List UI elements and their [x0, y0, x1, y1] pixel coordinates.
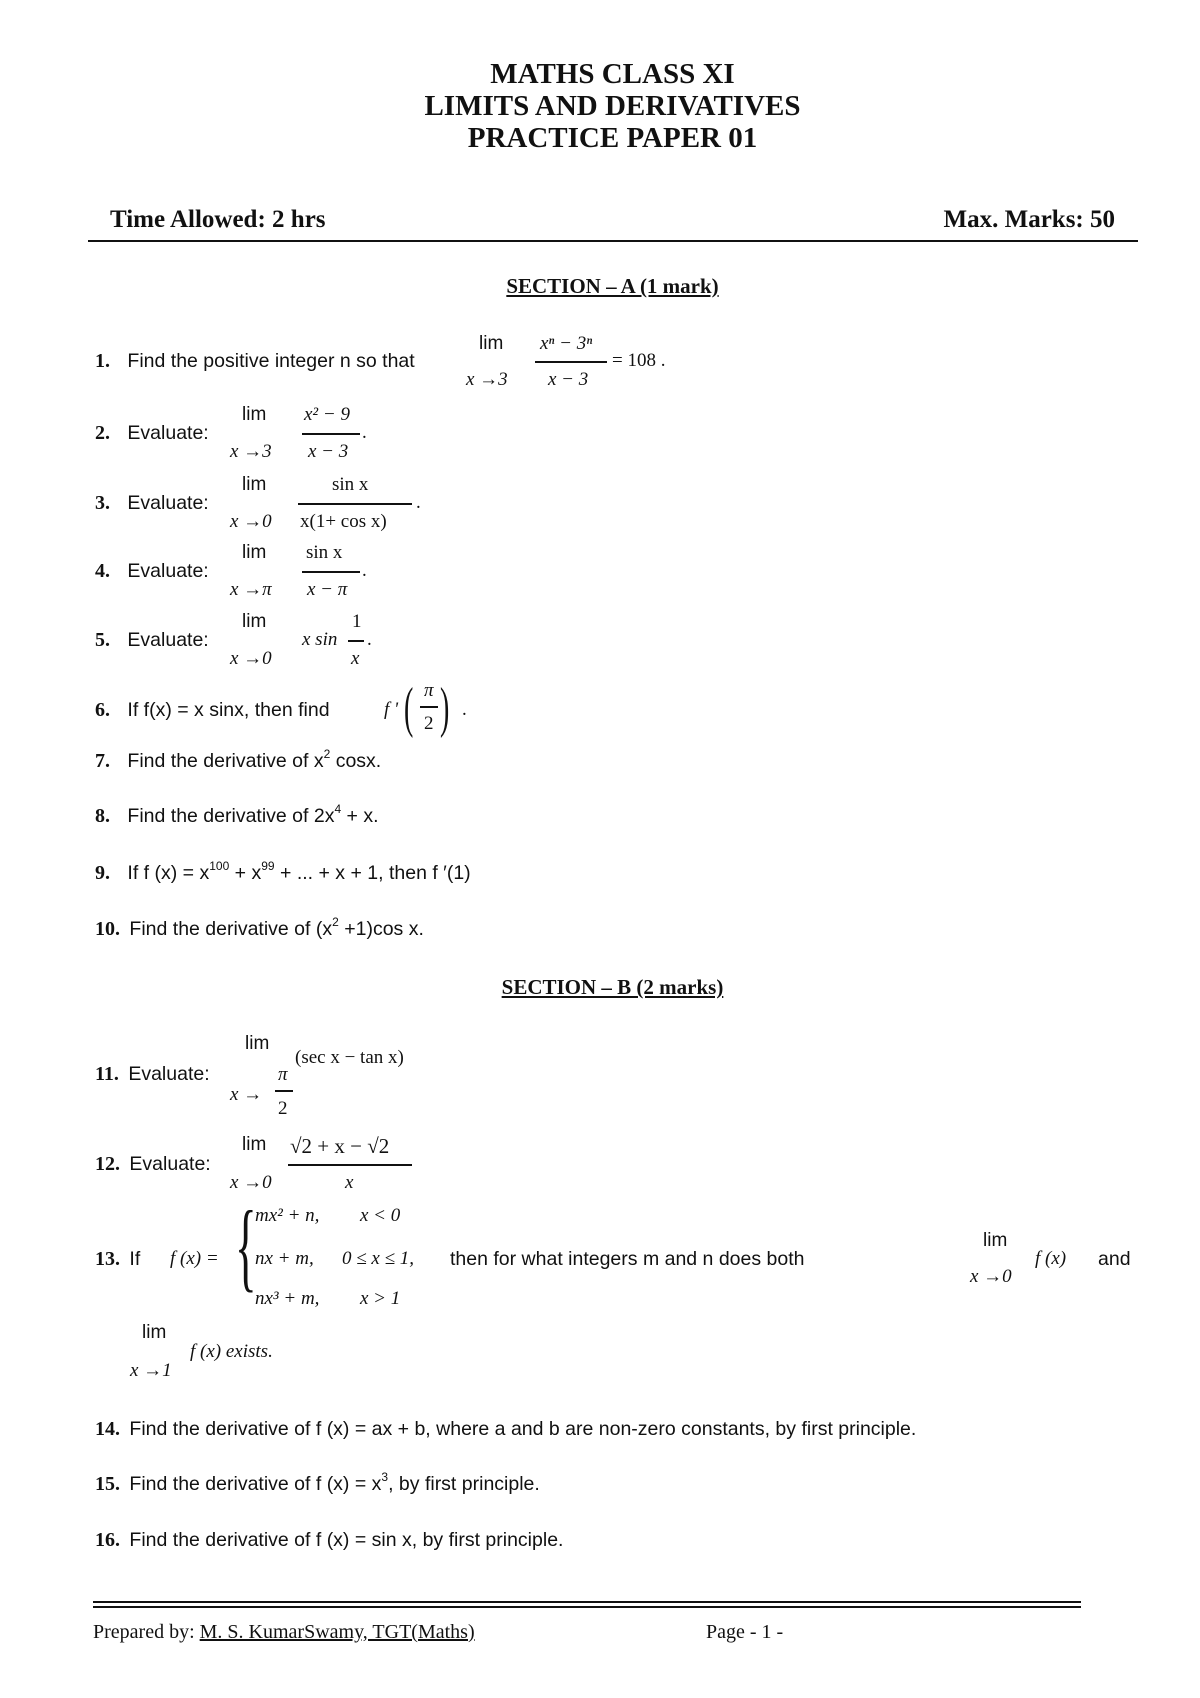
paper-topic: LIMITS AND DERIVATIVES	[424, 90, 801, 122]
fraction-denominator: x(1+ cos x)	[300, 511, 387, 532]
piece-1-cond: x < 0	[360, 1205, 401, 1226]
question-13-middle: then for what integers m and n does both	[450, 1248, 805, 1270]
exponent: 99	[261, 859, 275, 873]
lim-label: lim	[142, 1322, 167, 1343]
question-text: Evaluate:	[128, 1063, 210, 1085]
question-14	[95, 1418, 916, 1441]
question-8	[95, 802, 379, 828]
lim-subscript: x →1	[130, 1360, 172, 1381]
author-name: M. S. KumarSwamy, TGT(Maths)	[199, 1621, 475, 1643]
question-text-end: cosx.	[330, 750, 382, 772]
question-9	[95, 859, 471, 885]
question-number: 15.	[95, 1473, 120, 1495]
exponent: 4	[334, 802, 342, 816]
derivative-symbol: f '	[384, 699, 399, 720]
lim-label: lim	[983, 1230, 1008, 1251]
question-number: 14.	[95, 1418, 120, 1440]
fraction-denominator: 2	[424, 713, 434, 734]
footer-prepared	[93, 1621, 475, 1644]
question-text-end: , by first principle.	[388, 1473, 540, 1495]
function-value: f (x)	[1035, 1248, 1067, 1269]
question-text-mid: + x	[229, 862, 262, 884]
question-text: Find the derivative of f (x) = sin x, by first principle.	[129, 1529, 564, 1551]
question-number: 11.	[95, 1063, 119, 1085]
lim-label: lim	[242, 404, 267, 425]
fraction-denominator: x − 3	[308, 441, 349, 462]
question-number: 5.	[95, 629, 110, 651]
question-number: 9.	[95, 862, 110, 884]
question-10	[95, 915, 424, 941]
fraction-numerator: π	[424, 680, 434, 701]
question-6	[95, 699, 330, 722]
section-b-title: SECTION – B (2 marks)	[501, 975, 724, 999]
question-number: 13.	[95, 1248, 120, 1270]
question-13	[95, 1248, 140, 1271]
question-7	[95, 747, 382, 773]
section-a-title: SECTION – A (1 mark)	[506, 274, 719, 298]
question-number: 3.	[95, 492, 110, 514]
question-number: 4.	[95, 560, 110, 582]
exponent: 2	[323, 747, 331, 761]
piece-3-cond: x > 1	[360, 1288, 401, 1309]
question-11	[95, 1063, 210, 1086]
header-rule	[88, 240, 1138, 242]
question-5	[95, 629, 209, 652]
question-3	[95, 492, 209, 515]
equation-rhs: = 108 .	[612, 350, 666, 371]
footer-rule-bottom	[93, 1606, 1081, 1608]
question-text-end: + x.	[341, 805, 379, 827]
question-text: Evaluate:	[127, 629, 209, 651]
question-2	[95, 422, 209, 445]
question-number: 7.	[95, 750, 110, 772]
piece-3-expr: nx³ + m,	[255, 1288, 320, 1309]
fraction-bar	[535, 361, 607, 363]
lim-subscript: x →3	[466, 369, 508, 390]
subscript-denominator: 2	[278, 1098, 288, 1119]
question-text: If f (x) = x	[127, 862, 210, 884]
question-13-and: and	[1098, 1248, 1131, 1270]
fraction-numerator: 1	[352, 611, 362, 632]
fraction-bar	[302, 433, 360, 435]
time-allowed: Time Allowed: 2 hrs	[110, 206, 326, 233]
question-text: Find the positive integer n so that	[127, 350, 415, 372]
question-text: Evaluate:	[127, 492, 209, 514]
lim-label: lim	[242, 1134, 267, 1155]
lim-label: lim	[245, 1033, 270, 1054]
lim-subscript: x →0	[970, 1266, 1012, 1287]
period: .	[362, 422, 367, 443]
question-text: Find the derivative of f (x) = ax + b, where a and b are non-zero constants, by first principle.	[129, 1418, 917, 1440]
lim-label: lim	[242, 474, 267, 495]
question-text-end: +1)cos x.	[338, 918, 424, 940]
fraction-bar	[288, 1164, 412, 1166]
fraction-bar	[298, 503, 412, 505]
fraction-numerator: xⁿ − 3ⁿ	[540, 333, 593, 354]
question-text: Find the derivative of f (x) = x	[129, 1473, 382, 1495]
left-paren: (	[404, 677, 414, 739]
question-text: Evaluate:	[127, 560, 209, 582]
exponent: 3	[381, 1470, 389, 1484]
expression-prefix: x sin	[302, 629, 338, 650]
piece-2-cond: 0 ≤ x ≤ 1,	[342, 1248, 415, 1269]
question-text: If	[129, 1248, 141, 1270]
period: .	[416, 492, 421, 513]
period: .	[367, 629, 372, 650]
period: .	[462, 699, 467, 720]
exponent: 100	[209, 859, 230, 873]
fraction-bar	[275, 1090, 293, 1092]
fraction-bar	[420, 706, 438, 708]
lim-label: lim	[479, 333, 504, 354]
question-number: 16.	[95, 1529, 120, 1551]
subscript-numerator: π	[278, 1064, 288, 1085]
question-text: If f(x) = x sinx, then find	[127, 699, 330, 721]
question-number: 2.	[95, 422, 110, 444]
fraction-numerator: sin x	[306, 542, 343, 563]
question-4	[95, 560, 209, 583]
max-marks: Max. Marks: 50	[943, 206, 1115, 233]
left-brace: {	[235, 1190, 257, 1301]
function-exists: f (x) exists.	[190, 1341, 273, 1362]
fraction-denominator: x − π	[307, 579, 348, 600]
question-text: Find the derivative of 2x	[127, 805, 335, 827]
question-text: Evaluate:	[127, 422, 209, 444]
lim-subscript: x →	[230, 1084, 263, 1105]
lim-subscript: x →0	[230, 1172, 272, 1193]
fraction-bar	[302, 571, 360, 573]
piece-1-expr: mx² + n,	[255, 1205, 320, 1226]
period: .	[362, 560, 367, 581]
footer-rule-top	[93, 1601, 1081, 1603]
fraction-numerator: √2 + x − √2	[290, 1134, 390, 1158]
right-paren: )	[440, 677, 450, 739]
question-12	[95, 1153, 211, 1176]
page-number: Page - 1 -	[706, 1621, 784, 1643]
lim-label: lim	[242, 611, 267, 632]
fraction-denominator: x − 3	[548, 369, 589, 390]
question-number: 1.	[95, 350, 110, 372]
question-text-end: + ... + x + 1, then f ′(1)	[274, 862, 471, 884]
question-number: 10.	[95, 918, 120, 940]
lim-label: lim	[242, 542, 267, 563]
lim-subscript: x →π	[230, 579, 272, 600]
paper-number: PRACTICE PAPER 01	[467, 122, 758, 154]
question-text: Evaluate:	[129, 1153, 211, 1175]
question-15	[95, 1470, 540, 1496]
question-text: Find the derivative of x	[127, 750, 324, 772]
lim-subscript: x →3	[230, 441, 272, 462]
fraction-bar	[348, 640, 364, 642]
fraction-numerator: x² − 9	[304, 404, 350, 425]
lim-subscript: x →0	[230, 648, 272, 669]
prepared-label: Prepared by:	[93, 1621, 200, 1643]
question-1	[95, 350, 415, 373]
fraction-denominator: x	[351, 648, 360, 669]
question-number: 12.	[95, 1153, 120, 1175]
fraction-denominator: x	[345, 1172, 354, 1193]
lim-subscript: x →0	[230, 511, 272, 532]
paper-title: MATHS CLASS XI	[490, 58, 735, 90]
piece-2-expr: nx + m,	[255, 1248, 314, 1269]
question-text: Find the derivative of (x	[129, 918, 333, 940]
exponent: 2	[332, 915, 339, 929]
function-def: f (x) =	[170, 1248, 219, 1269]
question-number: 6.	[95, 699, 110, 721]
question-number: 8.	[95, 805, 110, 827]
limit-expression: (sec x − tan x)	[295, 1047, 404, 1068]
question-16	[95, 1529, 563, 1552]
fraction-numerator: sin x	[332, 474, 369, 495]
